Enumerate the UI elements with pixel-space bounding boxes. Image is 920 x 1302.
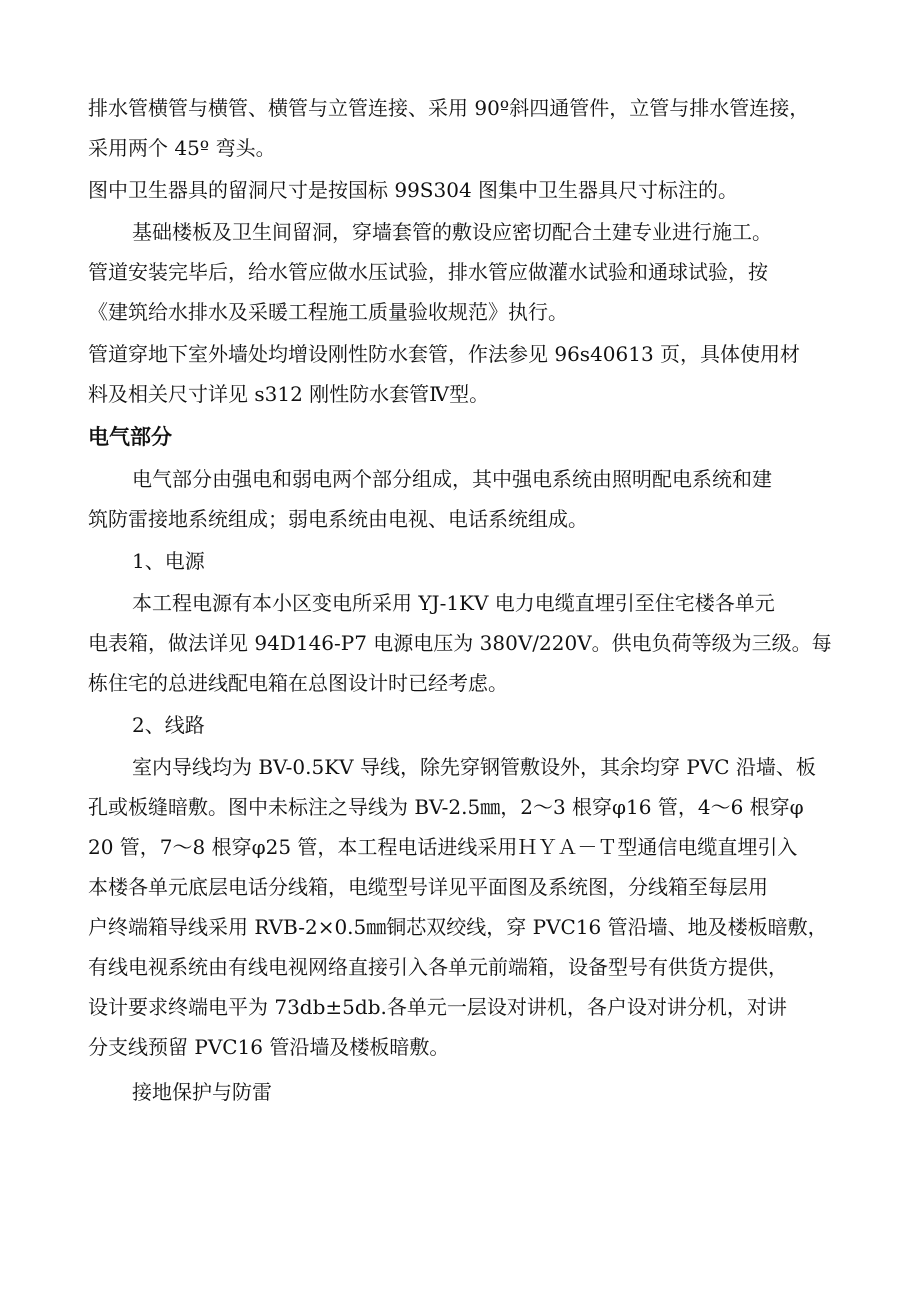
- paragraph-wiring: [88, 747, 834, 1067]
- section-heading-electrical: 电气部分: [88, 425, 172, 449]
- text-line: 20 管，7～8 根穿φ25 管，本工程电话进线采用ＨＹＡ－Ｔ型通信电缆直埋引入: [88, 835, 798, 859]
- document-page: [88, 88, 834, 1112]
- text-line: 采用两个 45º 弯头。: [88, 136, 276, 160]
- text-line: 孔或板缝暗敷。图中未标注之导线为 BV-2.5㎜，2～3 根穿φ16 管，4～6 根穿φ: [88, 795, 804, 819]
- paragraph-sanitary-openings: [88, 170, 834, 210]
- text-line: 管道穿地下室外墙处均增设刚性防水套管，作法参见 96s40613 页，具体使用材: [88, 342, 801, 366]
- text-line: 栋住宅的总进线配电箱在总图设计时已经考虑。: [88, 671, 508, 695]
- paragraph-waterproof-sleeve: [88, 334, 834, 414]
- text-line: 料及相关尺寸详见 s312 刚性防水套管Ⅳ型。: [88, 382, 490, 406]
- text-line: 有线电视系统由有线电视网络直接引入各单元前端箱，设备型号有供货方提供，: [88, 955, 788, 979]
- subheading-wiring: 2、线路: [132, 713, 205, 737]
- subheading-grounding-lightning: 接地保护与防雷: [132, 1080, 272, 1104]
- text-line: 基础楼板及卫生间留洞，穿墙套管的敷设应密切配合土建专业进行施工。: [132, 220, 772, 244]
- text-line: 分支线预留 PVC16 管沿墙及楼板暗敷。: [88, 1035, 450, 1059]
- text-line: 户终端箱导线采用 RVB-2×0.5㎜铜芯双绞线，穿 PVC16 管沿墙、地及楼板暗敷，: [88, 915, 828, 939]
- text-line: 设计要求终端电平为 73db±5db.各单元一层设对讲机，各户设对讲分机，对讲: [88, 995, 787, 1019]
- text-line: 电表箱，做法详见 94D146-P7 电源电压为 380V/220V。供电负荷等级为三级。每: [88, 631, 832, 655]
- paragraph-power-supply: [88, 583, 834, 703]
- text-line: 本工程电源有本小区变电所采用 YJ-1KV 电力电缆直埋引至住宅楼各单元: [132, 591, 775, 615]
- text-line: 《建筑给水排水及采暖工程施工质量验收规范》执行。: [88, 300, 568, 324]
- paragraph-pipe-testing: [88, 212, 834, 332]
- paragraph-electrical-overview: [88, 459, 834, 539]
- text-line: 电气部分由强电和弱电两个部分组成，其中强电系统由照明配电系统和建: [132, 467, 772, 491]
- subheading-power-supply: 1、电源: [132, 549, 205, 573]
- text-line: 筑防雷接地系统组成；弱电系统由电视、电话系统组成。: [88, 507, 588, 531]
- paragraph-drainage-fittings: [88, 88, 834, 168]
- text-line: 管道安装完毕后，给水管应做水压试验，排水管应做灌水试验和通球试验，按: [88, 260, 768, 284]
- text-line: 本楼各单元底层电话分线箱，电缆型号详见平面图及系统图，分线箱至每层用: [88, 875, 768, 899]
- text-line: 室内导线均为 BV-0.5KV 导线，除先穿钢管敷设外，其余均穿 PVC 沿墙、板: [132, 755, 816, 779]
- text-line: 图中卫生器具的留洞尺寸是按国标 99S304 图集中卫生器具尺寸标注的。: [88, 178, 739, 202]
- text-line: 排水管横管与横管、横管与立管连接、采用 90º斜四通管件，立管与排水管连接，: [88, 96, 810, 120]
